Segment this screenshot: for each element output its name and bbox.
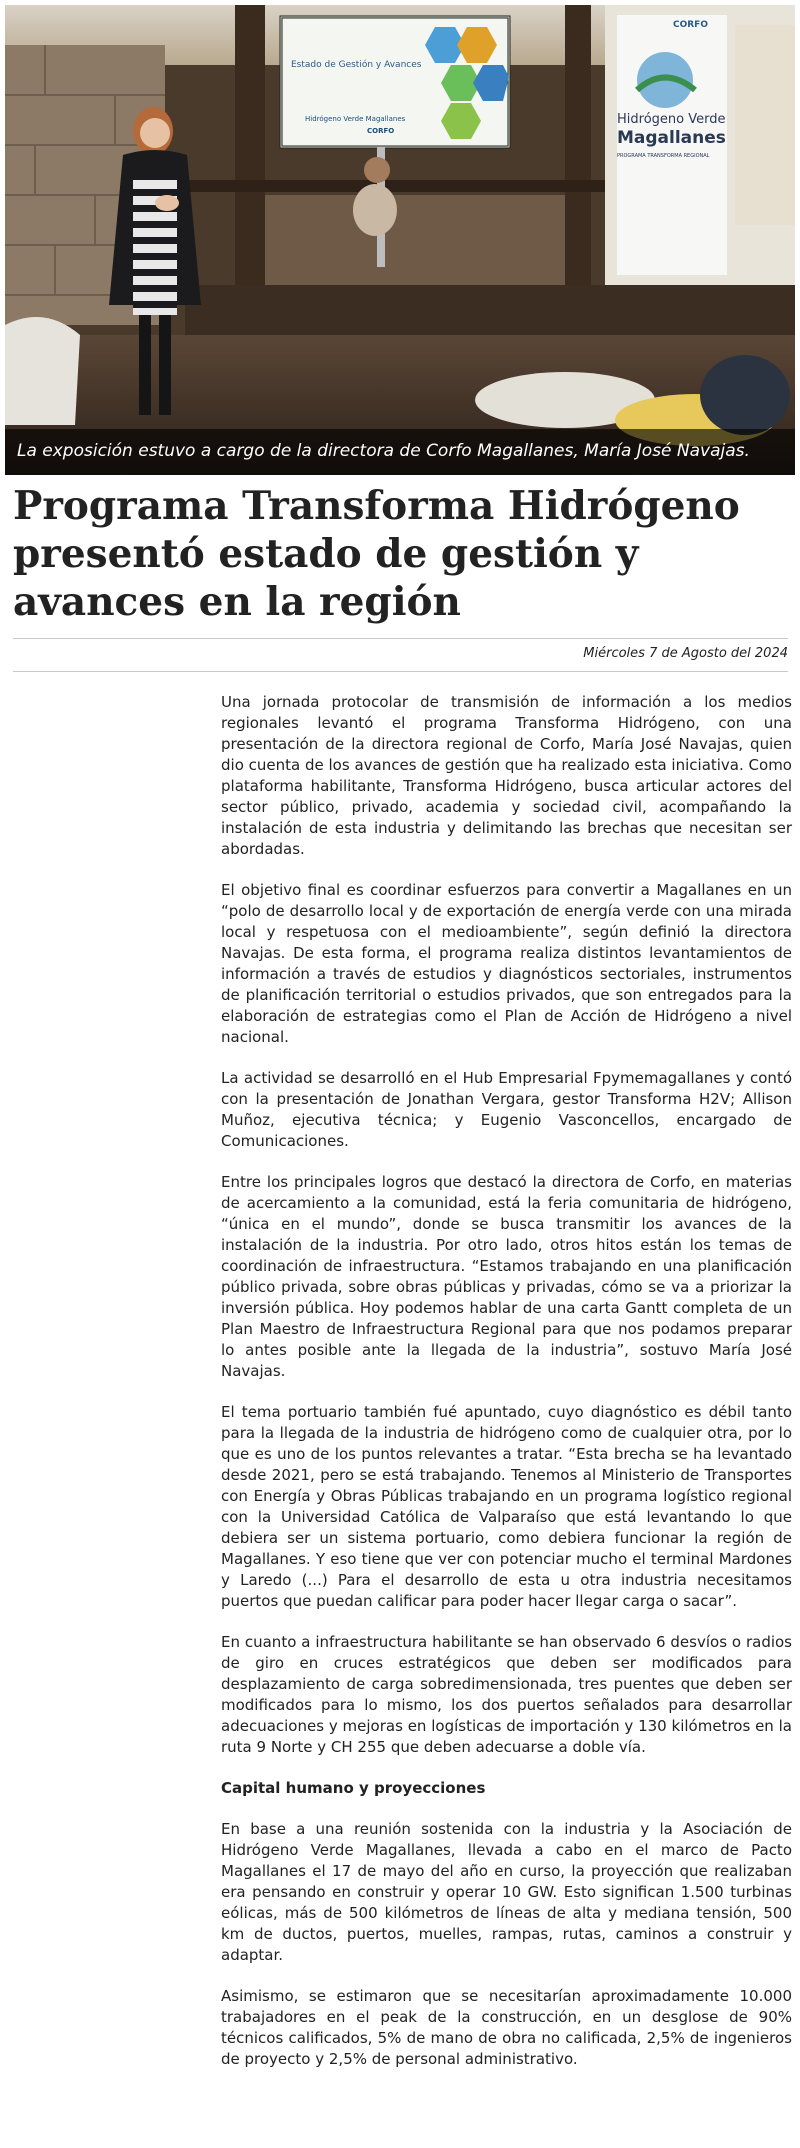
paragraph: El tema portuario también fué apuntado, cuyo diagnóstico es débil tanto para la llegada de la industria de hidrógeno como de cualquier otra, por lo que es uno de los puntos relevantes a tratar. “Esta brecha se ha levantado desde 2021, pero se está trabajando. Tenemos al Ministerio de Transportes con Energía y Obras Públicas trabajando en un programa logístico regional con la Universidad Católica de Valparaíso que está levantando lo que debiera ser un sistema portuario, como debiera funcionar la región de Magallanes. Y eso tiene que ver con potenciar mucho el terminal Mardones y Laredo (...) Para el desarrollo de esta u otra industria necesitamos puertos que puedan calificar para poder hacer llegar carga o sacar”.: [221, 1403, 792, 1610]
paragraph: En base a una reunión sostenida con la industria y la Asociación de Hidrógeno Verde Magallanes, llevada a cabo en el marco de Pacto Magallanes el 17 de mayo del año en curso, la proyección que realizaban era pensando en construir y operar 10 GW. Esto significan 1.500 turbinas eólicas, más de 500 kilómetros de líneas de alta y mediana tensión, 500 km de ductos, puertos, muelles, rampas, rutas, caminos a construir y adaptar.: [221, 1820, 792, 1964]
paragraph: La actividad se desarrolló en el Hub Empresarial Fpymemagallanes y contó con la presentación de Jonathan Vergara, gestor Transforma H2V; Allison Muñoz, ejecutiva técnica; y Eugenio Vasconcellos, encargado de Comunicaciones.: [221, 1069, 792, 1150]
publish-date: Miércoles 7 de Agosto del 2024: [583, 646, 788, 661]
banner-brand: CORFO: [673, 20, 708, 30]
banner-tagline: PROGRAMA TRANSFORMA REGIONAL: [617, 153, 710, 159]
caption-bar: [5, 429, 795, 475]
screen-title: Estado de Gestión y Avances: [291, 60, 422, 70]
banner-title: Hidrógeno Verde: [617, 112, 726, 127]
paragraph: El objetivo final es coordinar esfuerzos para convertir a Magallanes en un “polo de desarrollo local y de exportación de energía verde con una mirada local y respetuosa con el medioambiente”, según definió la directora Navajas. De esta forma, el programa realiza distintos levantamientos de información a través de estudios y diagnósticos sectoriales, instrumentos de planificación territorial o estudios privados, que son entregados para la elaboración de estrategias como el Plan de Acción de Hidrógeno a nivel nacional.: [221, 881, 792, 1046]
article-title: Programa Transforma Hidrógeno presentó estado de gestión y avances en la región: [13, 483, 740, 625]
paragraph: Asimismo, se estimaron que se necesitarían aproximadamente 10.000 trabajadores en el peak de la construcción, en un desglose de 90% técnicos calificados, 5% de mano de obra no calificada, 2,5% de ingenieros de proyecto y 2,5% de personal administrativo.: [221, 1987, 792, 2068]
divider-top: [13, 638, 788, 639]
screen-brand: CORFO: [367, 127, 395, 135]
event-scene-illustration: [5, 5, 795, 475]
divider-bottom: [13, 671, 788, 672]
screen-logo-text: Hidrógeno Verde Magallanes: [305, 115, 406, 123]
paragraph: Entre los principales logros que destacó la directora de Corfo, en materias de acercamiento a la comunidad, está la feria comunitaria de hidrógeno, “única en el mundo”, donde se busca transmitir los avances de la instalación de la industria. Por otro lado, otros hitos están los temas de coordinación de infraestructura. “Estamos trabajando en una planificación público privada, sobre obras públicas y privadas, cómo se va a priorizar la inversión pública. Hoy podemos hablar de una carta Gantt completa de un Plan Maestro de Infraestructura Regional para que nos podamos preparar lo antes posible ante la llegada de la industria”, sostuvo María José Navajas.: [221, 1173, 792, 1380]
photo-caption: La exposición estuvo a cargo de la directora de Corfo Magallanes, María José Navajas.: [17, 441, 750, 461]
banner-subtitle: Magallanes: [617, 128, 726, 148]
hero-photo: [5, 5, 795, 475]
section-subheading: Capital humano y proyecciones: [221, 1779, 486, 1797]
paragraph: En cuanto a infraestructura habilitante se han observado 6 desvíos o radios de giro en cruces estratégicos que deben ser modificados para desplazamiento de carga sobredimensionada, tres puentes que deben ser modificados para lo mismo, los dos puertos señalados para desarrollar adecuaciones y mejoras en logísticas de importación y 130 kilómetros en la ruta 9 Norte y CH 255 que deben adecuarse a doble vía.: [221, 1633, 792, 1756]
paragraph: Una jornada protocolar de transmisión de información a los medios regionales levantó el programa Transforma Hidrógeno, con una presentación de la directora regional de Corfo, María José Navajas, quien dio cuenta de los avances de gestión que ha realizado esta iniciativa. Como plataforma habilitante, Transforma Hidrógeno, busca articular actores del sector público, privado, academia y sociedad civil, acompañando la instalación de esta industria y delimitando las brechas que necesitan ser abordadas.: [221, 693, 792, 858]
article-body: [221, 692, 792, 2090]
